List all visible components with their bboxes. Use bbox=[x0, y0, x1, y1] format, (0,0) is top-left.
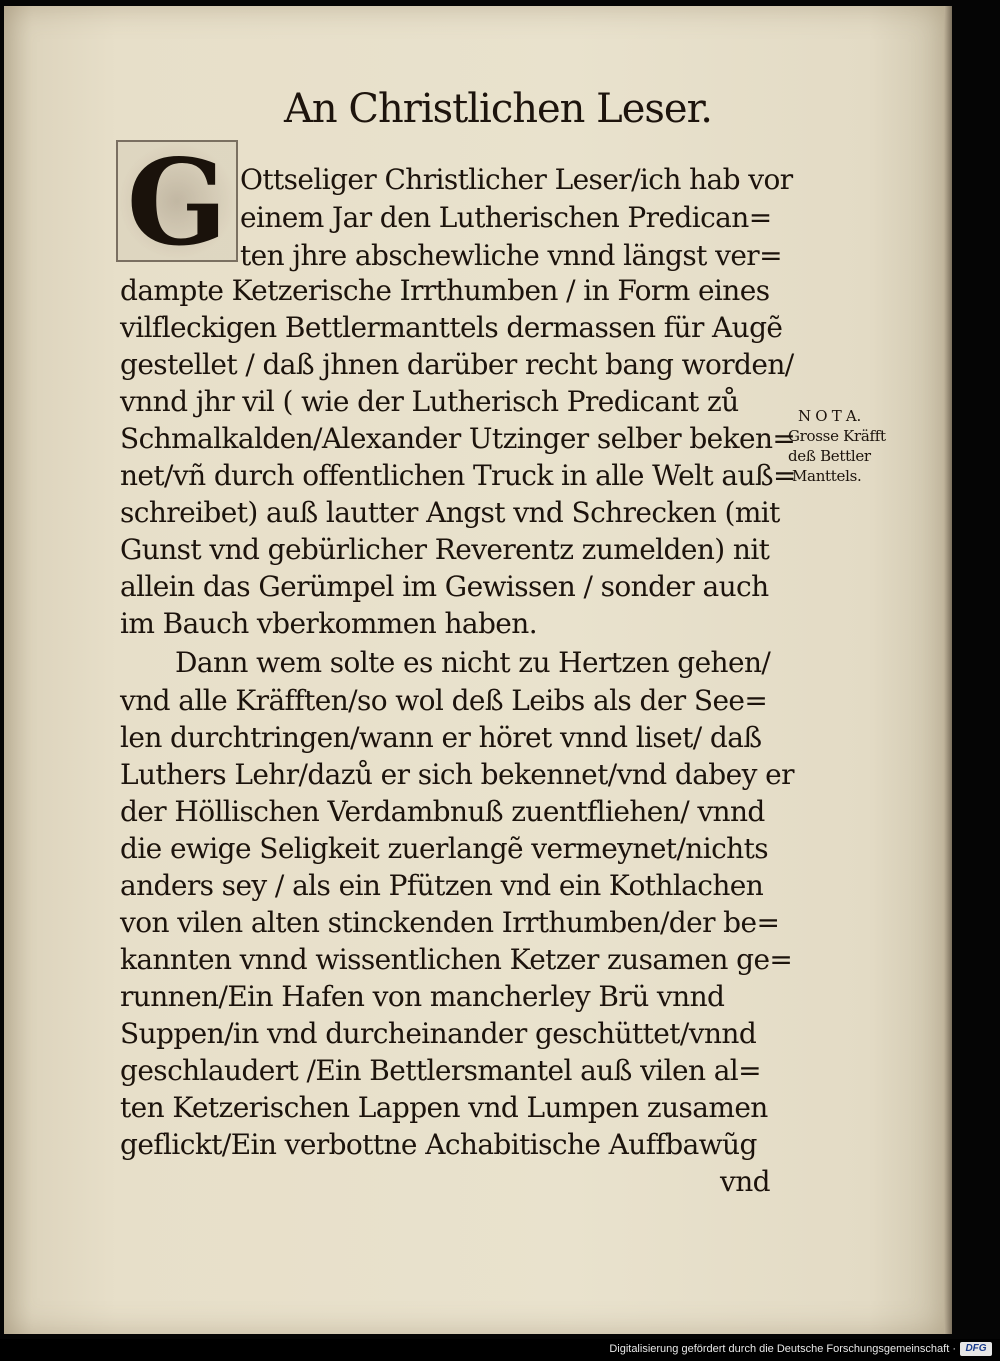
text-line: geflickt/Ein verbottne Achabitische Auffbawũg bbox=[120, 1128, 757, 1161]
margin-note-line: Manttels. bbox=[792, 467, 862, 485]
text-line: geschlaudert /Ein Bettlersmantel auß vilen al= bbox=[120, 1054, 762, 1087]
page-heading: An Christlichen Leser. bbox=[284, 86, 713, 132]
margin-note bbox=[788, 406, 928, 486]
text-line: vnnd jhr vil ( wie der Lutherisch Predicant zů bbox=[120, 385, 739, 418]
dfg-logo-icon[interactable]: DFG bbox=[960, 1342, 992, 1356]
page-edge bbox=[944, 6, 952, 1334]
text-line: von vilen alten stinckenden Irrthumben/der be= bbox=[120, 906, 780, 939]
text-line: Schmalkalden/Alexander Utzinger selber beken= bbox=[120, 422, 796, 455]
text-line: Ottseliger Christlicher Leser/ich hab vor bbox=[240, 163, 793, 196]
text-line: net/vñ durch offentlichen Truck in alle Welt auß= bbox=[120, 459, 796, 492]
margin-note-line: deß Bettler bbox=[788, 447, 871, 465]
footer-bar bbox=[0, 1339, 1000, 1361]
text-line: einem Jar den Lutherischen Predican= bbox=[240, 201, 772, 234]
text-line: im Bauch vberkommen haben. bbox=[120, 607, 538, 640]
text-line: vnd alle Kräfften/so wol deß Leibs als der See= bbox=[120, 684, 768, 717]
text-line: die ewige Seligkeit zuerlangẽ vermeynet/nichts bbox=[120, 832, 769, 865]
margin-note-line: N O T A. bbox=[798, 407, 861, 425]
text-line: Suppen/in vnd durcheinander geschüttet/vnnd bbox=[120, 1017, 757, 1050]
text-line: ten jhre abschewliche vnnd längst ver= bbox=[240, 239, 782, 272]
text-line: len durchtringen/wann er höret vnnd liset/ daß bbox=[120, 721, 762, 754]
text-line: schreibet) auß lautter Angst vnd Schrecken (mit bbox=[120, 496, 780, 529]
funding-credit: Digitalisierung gefördert durch die Deutsche Forschungsgemeinschaft · bbox=[609, 1343, 956, 1355]
text-line: runnen/Ein Hafen von mancherley Brü vnnd bbox=[120, 980, 725, 1013]
text-line: kannten vnnd wissentlichen Ketzer zusamen ge= bbox=[120, 943, 793, 976]
decorated-initial: G bbox=[116, 140, 238, 262]
text-line: der Höllischen Verdambnuß zuentfliehen/ vnnd bbox=[120, 795, 765, 828]
text-line: ten Ketzerischen Lappen vnd Lumpen zusamen bbox=[120, 1091, 768, 1124]
text-line: gestellet / daß jhnen darüber recht bang worden/ bbox=[120, 348, 794, 381]
text-line: dampte Ketzerische Irrthumben / in Form eines bbox=[120, 274, 770, 307]
text-line: anders sey / als ein Pfützen vnd ein Kothlachen bbox=[120, 869, 764, 902]
text-line: Dann wem solte es nicht zu Hertzen gehen/ bbox=[175, 646, 771, 679]
text-line: Luthers Lehr/dazů er sich bekennet/vnd dabey er bbox=[120, 758, 794, 791]
margin-note-line: Grosse Kräfft bbox=[788, 427, 886, 445]
text-line: allein das Gerümpel im Gewissen / sonder auch bbox=[120, 570, 769, 603]
catchword: vnd bbox=[720, 1165, 770, 1198]
text-line: Gunst vnd gebürlicher Reverentz zumelden) nit bbox=[120, 533, 770, 566]
text-line: vilfleckigen Bettlermanttels dermassen für Augẽ bbox=[120, 311, 783, 344]
